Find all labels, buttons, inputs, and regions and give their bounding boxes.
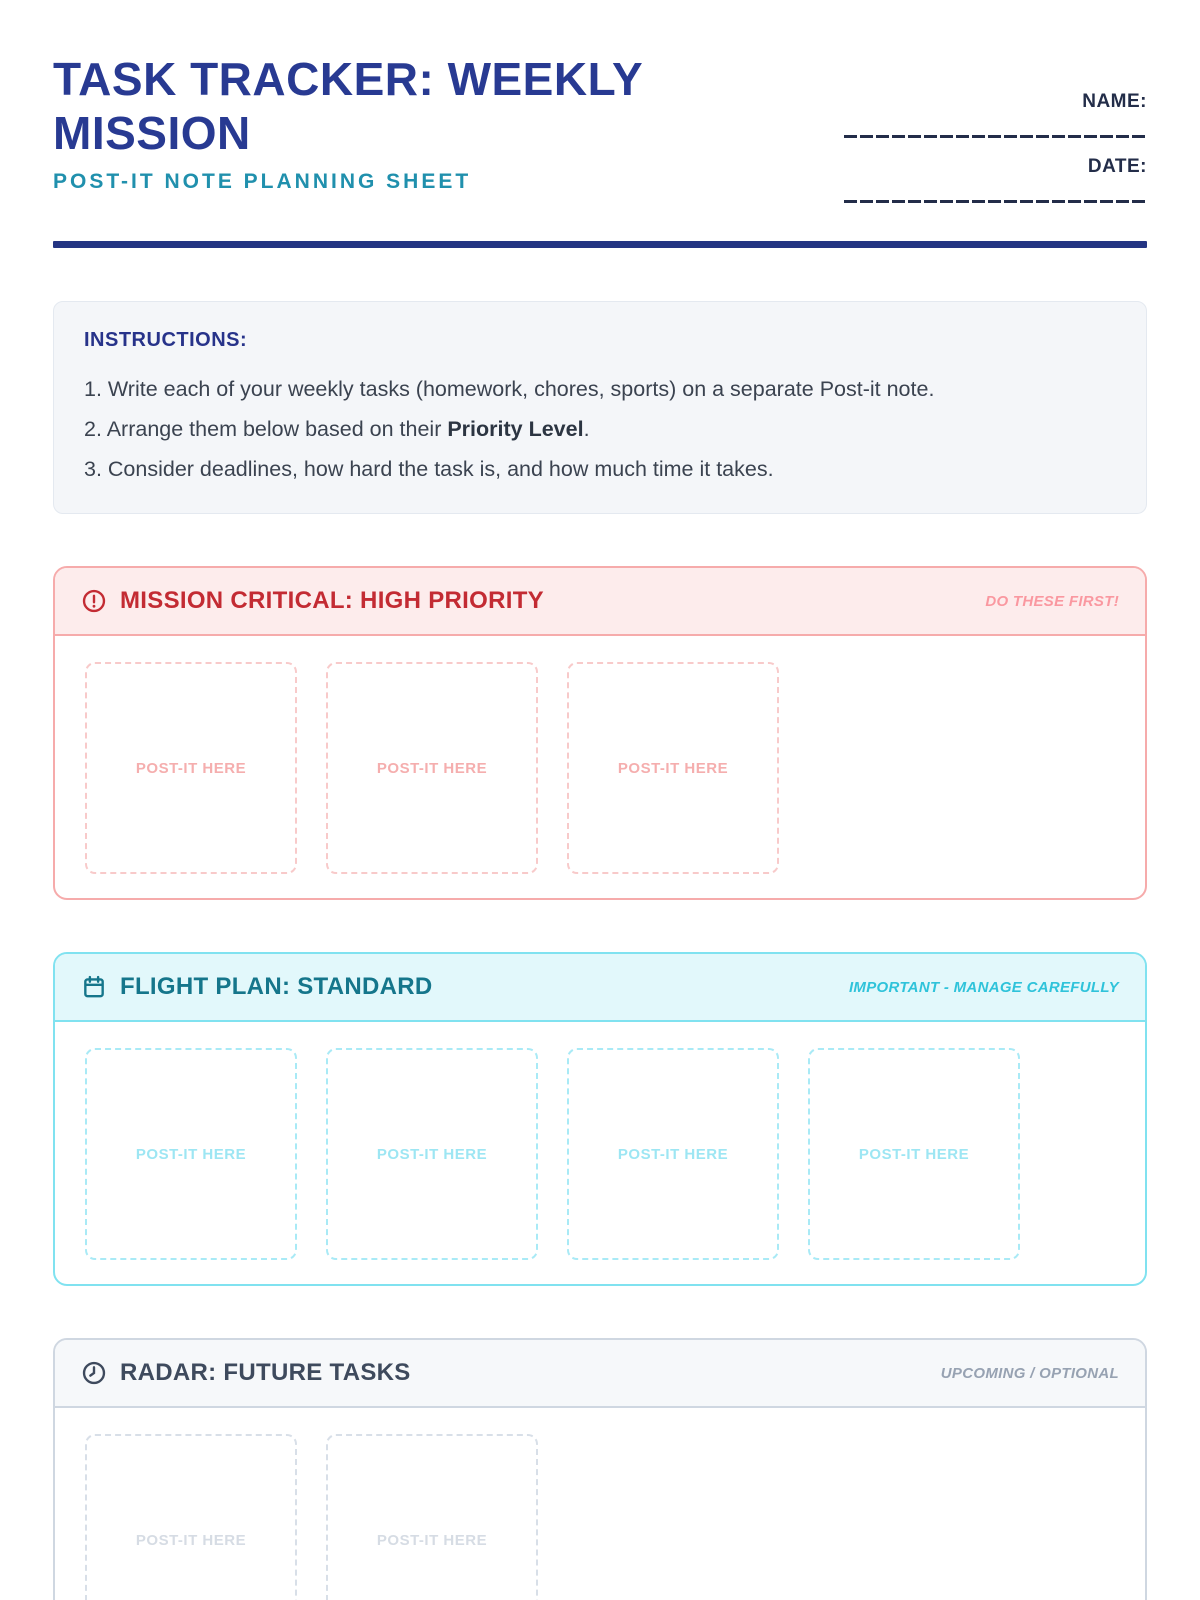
date-fill-in-line[interactable]	[844, 200, 1147, 203]
section-side-label: IMPORTANT - MANAGE CAREFULLY	[848, 978, 1119, 996]
title-block	[53, 52, 643, 203]
instructions-card	[53, 301, 1147, 514]
section-side-label: UPCOMING / OPTIONAL	[940, 1364, 1119, 1382]
instruction-item: 3. Consider deadlines, how hard the task is, and how much time it takes.	[84, 457, 774, 481]
instruction-item: 2. Arrange them below based on their Priority Level.	[84, 417, 590, 441]
postit-slot[interactable]: POST-IT HERE	[808, 1048, 1020, 1260]
page-subtitle: POST-IT NOTE PLANNING SHEET	[53, 170, 472, 193]
section-title: RADAR: FUTURE TASKS	[120, 1359, 411, 1386]
instructions-list	[84, 369, 1116, 489]
section-title: FLIGHT PLAN: STANDARD	[120, 973, 433, 1000]
section-header	[55, 1340, 1145, 1408]
page-header	[53, 52, 1147, 203]
date-label: DATE:	[1087, 156, 1147, 177]
postit-slot[interactable]: POST-IT HERE	[85, 1048, 297, 1260]
page-title-line1: TASK TRACKER: WEEKLY	[53, 53, 644, 105]
postit-slot[interactable]: POST-IT HERE	[85, 662, 297, 874]
section-header	[55, 954, 1145, 1022]
priority-section-future-tasks	[53, 1338, 1147, 1600]
section-title: MISSION CRITICAL: HIGH PRIORITY	[120, 587, 544, 614]
section-body	[55, 636, 1145, 898]
section-header	[55, 568, 1145, 636]
priority-section-standard	[53, 952, 1147, 1286]
page-title-line2: MISSION	[53, 107, 251, 159]
postit-slot[interactable]: POST-IT HERE	[326, 1048, 538, 1260]
alert-circle-icon	[81, 588, 107, 614]
priority-sections	[53, 566, 1147, 1600]
name-fill-in-line[interactable]	[844, 135, 1147, 138]
clock-icon	[81, 1360, 107, 1386]
section-side-label: DO THESE FIRST!	[985, 592, 1119, 610]
name-label: NAME:	[1082, 91, 1147, 112]
section-body	[55, 1408, 1145, 1600]
calendar-icon	[81, 974, 107, 1000]
postit-slot[interactable]: POST-IT HERE	[567, 1048, 779, 1260]
page-title	[53, 52, 643, 160]
postit-slot[interactable]: POST-IT HERE	[326, 662, 538, 874]
name-date-block	[844, 90, 1147, 203]
priority-section-high-priority	[53, 566, 1147, 900]
section-body	[55, 1022, 1145, 1284]
instruction-item: 1. Write each of your weekly tasks (homework, chores, sports) on a separate Post-it note.	[84, 377, 935, 401]
header-divider	[53, 241, 1147, 248]
postit-slot[interactable]: POST-IT HERE	[326, 1434, 538, 1600]
postit-slot[interactable]: POST-IT HERE	[85, 1434, 297, 1600]
postit-slot[interactable]: POST-IT HERE	[567, 662, 779, 874]
instructions-heading: INSTRUCTIONS:	[84, 329, 248, 351]
